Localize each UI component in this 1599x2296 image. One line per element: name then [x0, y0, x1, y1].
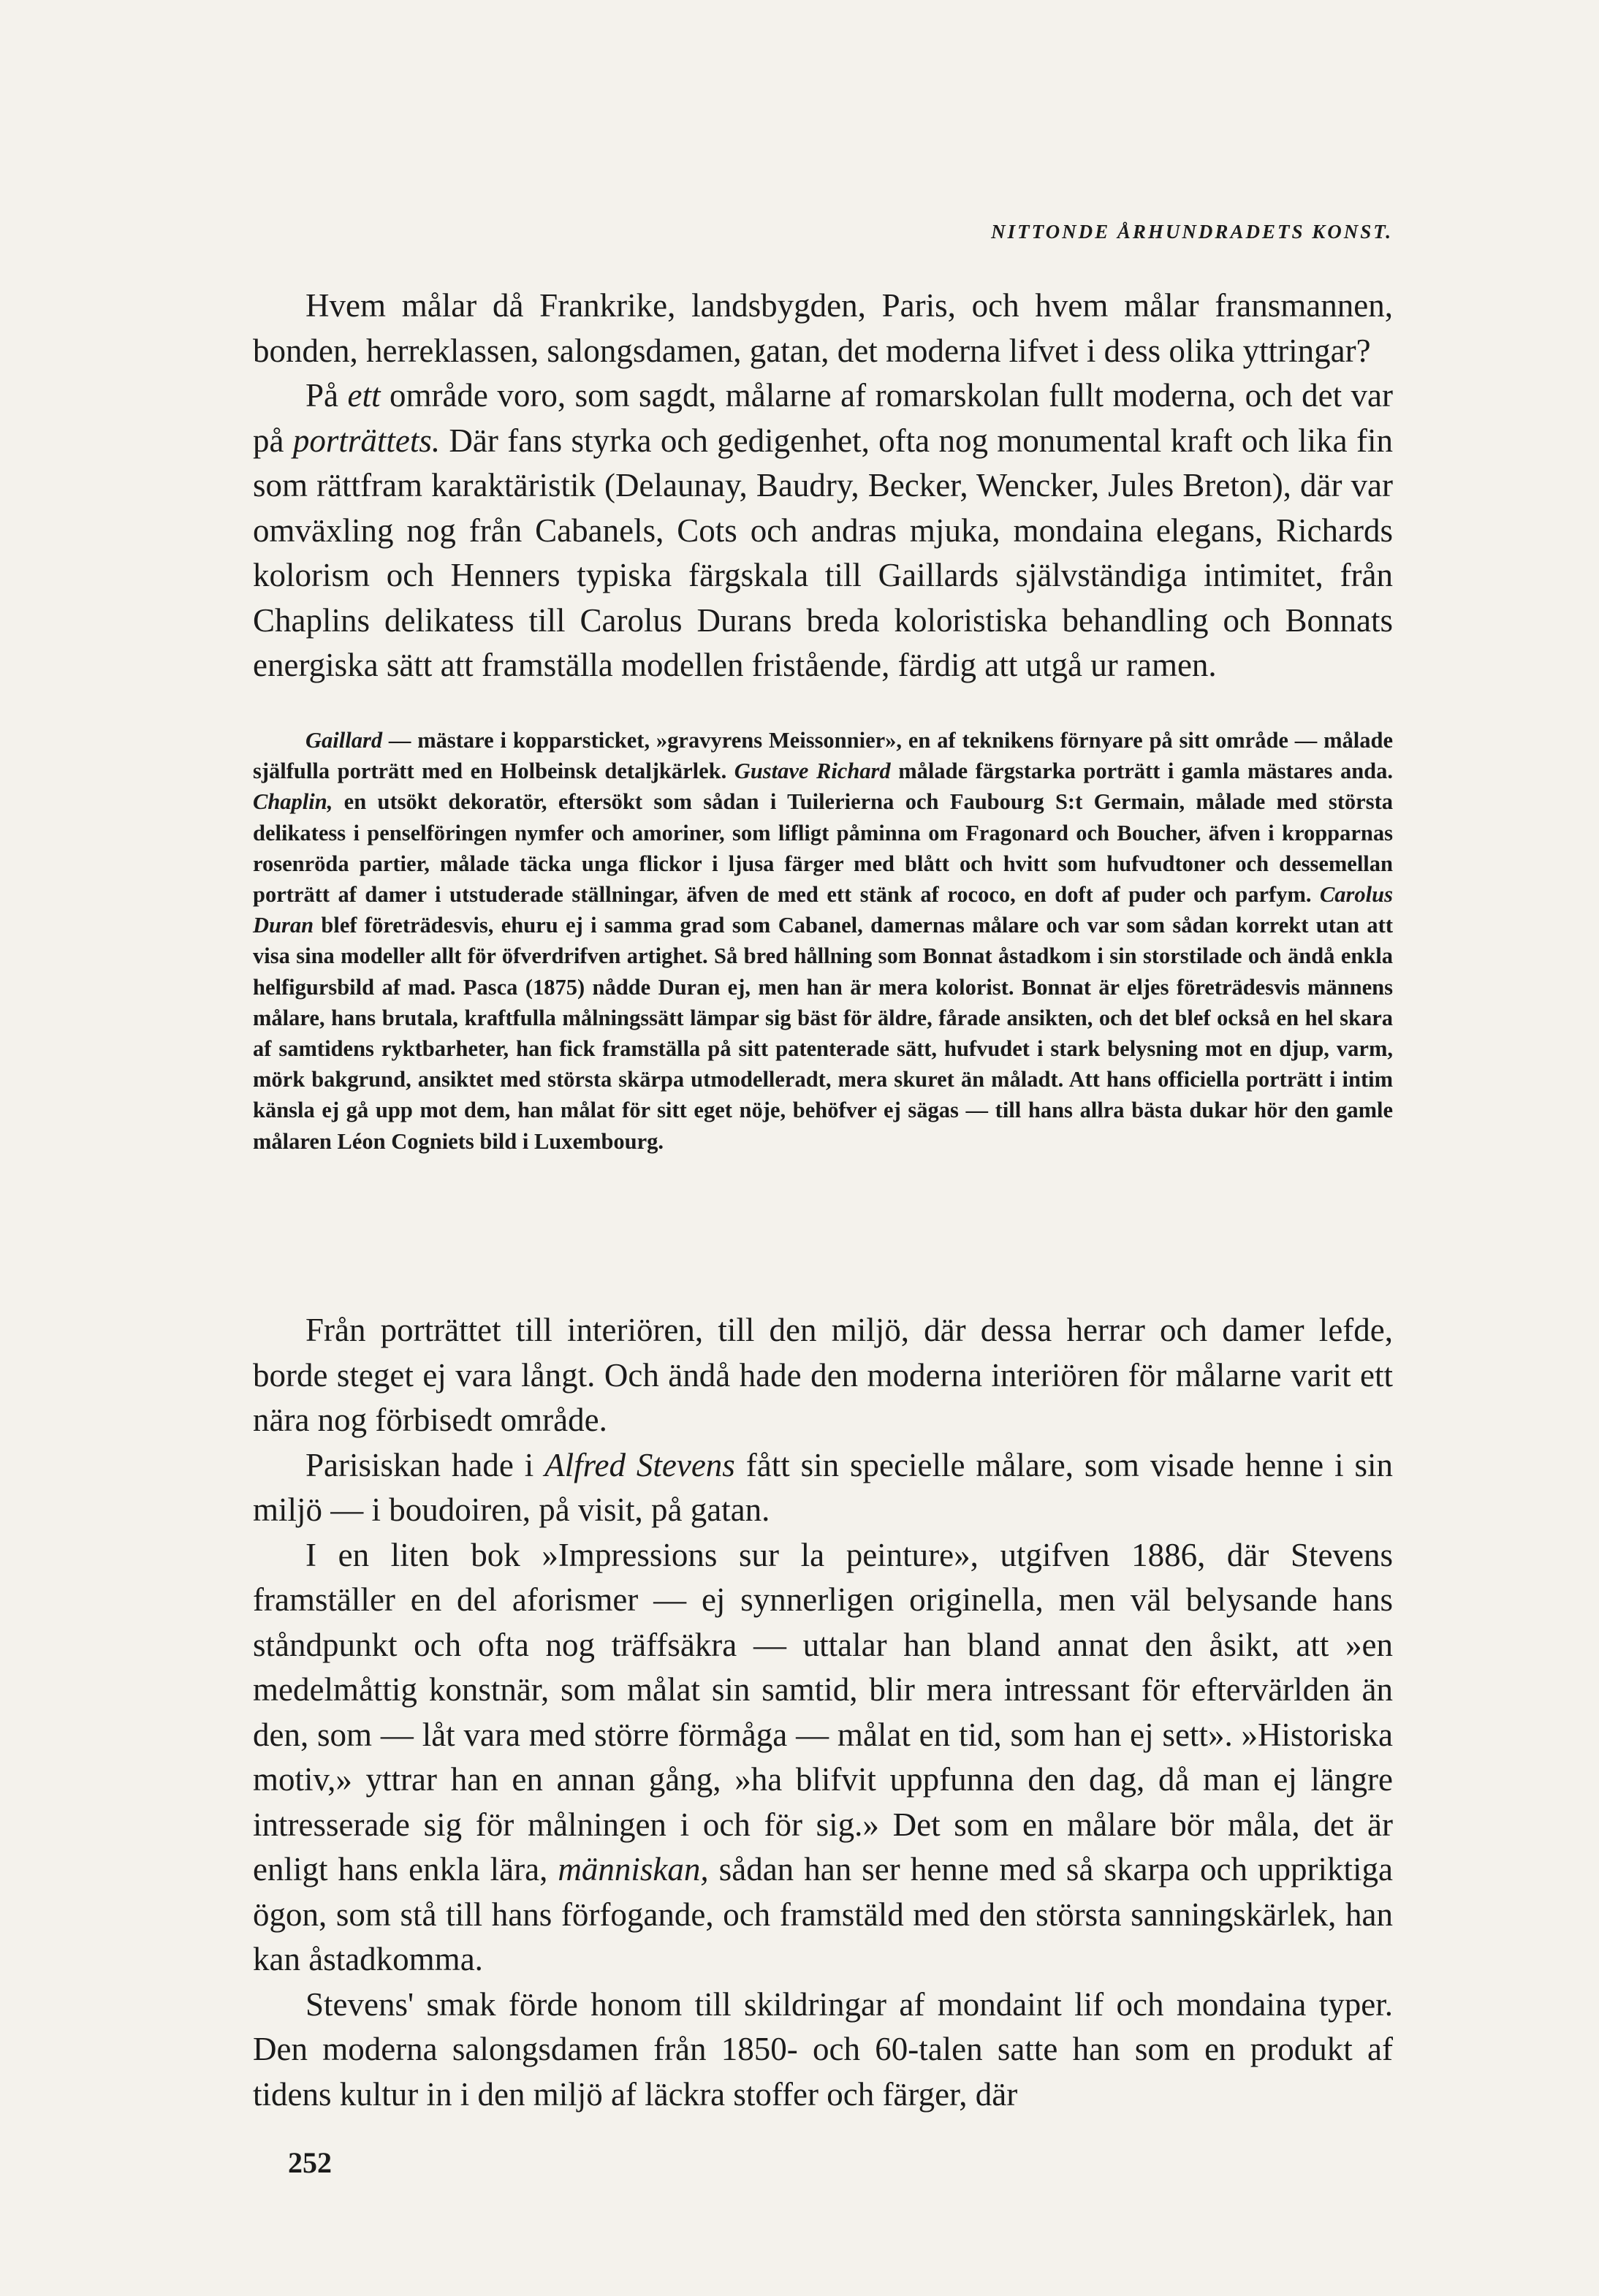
- paragraph: Stevens' smak förde honom till skildringar af mondaint lif och mondaina typer. Den moderna salongsdamen från 1850- och 60-talen satte han som en produkt af tidens kultur in i den miljö af läckra stoffer och färger, där: [253, 1985, 1393, 2113]
- paragraph: Parisiskan hade i Alfred Stevens fått sin specielle målare, som visade henne i sin miljö — i boudoiren, på visit, på gatan.: [253, 1446, 1393, 1528]
- emphasis: Gaillard: [305, 728, 383, 753]
- emphasis: Gustave Richard: [734, 759, 891, 784]
- running-head: NITTONDE ÅRHUNDRADETS KONST.: [991, 221, 1393, 243]
- document-page: [253, 0, 1393, 2296]
- paragraph: I en liten bok »Impressions sur la peinture», utgifven 1886, där Stevens framställer en del aforismer — ej synnerligen originella, men väl belysande hans ståndpunkt och ofta nog träffsäkra — uttalar han bland annat den åsikt, att »en medelmåttig konstnär, som målat sin samtid, blir mera intressant för eftervärlden än den, som — låt vara med större förmåga — målat en tid, som han ej sett». »Historiska motiv,» yttrar han en annan gång, »ha blifvit uppfunna den dag, då man ej längre intresserade sig för målningen i och för sig.» Det som en målare bör måla, det är enligt hans enkla lära, människan, sådan han ser henne med så skarpa och uppriktiga ögon, som stå till hans förfogande, och framstäld med den största sanningskärlek, han kan åstadkomma.: [253, 1536, 1393, 1977]
- emphasis: porträttets.: [292, 422, 441, 459]
- paragraph: På ett område voro, som sagdt, målarne af romarskolan fullt moderna, och det var på porträttets. Där fans styrka och gedigenhet, ofta nog monumental kraft och lika fin som rättfram karaktäristik (Delaunay, Baudry, Becker, Wencker, Jules Breton), där var omväxling nog från Cabanels, Cots och andras mjuka, mondaina elegans, Richards kolorism och Henners typiska färgskala till Gaillards självständiga intimitet, från Chaplins delikatess till Carolus Durans breda koloristiska behandling och Bonnats energiska sätt att framställa modellen fristående, färdig att utgå ur ramen.: [253, 377, 1394, 683]
- body-text-bottom: [253, 1308, 1393, 2117]
- emphasis: människan,: [558, 1851, 709, 1888]
- emphasis: Carolus Duran: [253, 882, 1393, 938]
- footnote: Gaillard — mästare i kopparsticket, »gravyrens Meissonnier», en af teknikens förnyare på sitt område — målade själfulla porträtt med en Holbeinsk detaljkärlek. Gustave Richard målade färgstarka porträtt i gamla mästares anda. Chaplin, en utsökt dekoratör, eftersökt som sådan i Tuilerierna och Faubourg S:t Germain, målade med största delikatess i penselföringen nymfer och amoriner, som lifligt påminna om Fragonard och Boucher, äfven i kropparnas rosenröda partier, målade täcka unga flickor i ljusa färger med blått och hvitt som hufvudtoner och dessemellan porträtt af damer i utstuderade ställningar, äfven de med ett stänk af rococo, en doft af puder och parfym. Carolus Duran blef företrädesvis, ehuru ej i samma grad som Cabanel, damernas målare och var som sådan korrekt utan att visa sina modeller allt för öfverdrifven artighet. Så bred hållning som Bonnat åstadkom i sin storstilade och ändå enkla helfigursbild af mad. Pasca (1875) nådde Duran ej, men han är mera kolorist. Bonnat är eljes företrädesvis männens målare, hans brutala, kraftfulla målningssätt lämpar sig bäst för äldre, fårade ansikten, och det blef också en hel skara af samtidens ryktbarheter, han fick framställa på sitt patenterade sätt, hufvudet i stark belysning mot en djup, varm, mörk bakgrund, ansiktet med största skärpa utmodelleradt, mera skuret än måladt. Att hans officiella porträtt i intim känsla ej gå upp mot dem, han målat för sitt eget nöje, behöfver ej sägas — till hans allra bästa dukar hör den gamle målaren Léon Cogniets bild i Luxembourg.: [253, 728, 1394, 1154]
- emphasis: Chaplin,: [253, 789, 333, 815]
- emphasis: ett: [347, 377, 381, 414]
- page-number: 252: [288, 2146, 332, 2179]
- paragraph: Från porträttet till interiören, till den miljö, där dessa herrar och damer lefde, borde steget ej vara långt. Och ändå hade den moderna interiören för målarne varit ett nära nog förbisedt område.: [253, 1312, 1393, 1438]
- body-text-top: [253, 284, 1393, 688]
- paragraph: Hvem målar då Frankrike, landsbygden, Paris, och hvem målar fransmannen, bonden, herreklassen, salongsdamen, gatan, det moderna lifvet i dess olika yttringar?: [253, 287, 1393, 369]
- emphasis: Alfred Stevens: [544, 1446, 735, 1483]
